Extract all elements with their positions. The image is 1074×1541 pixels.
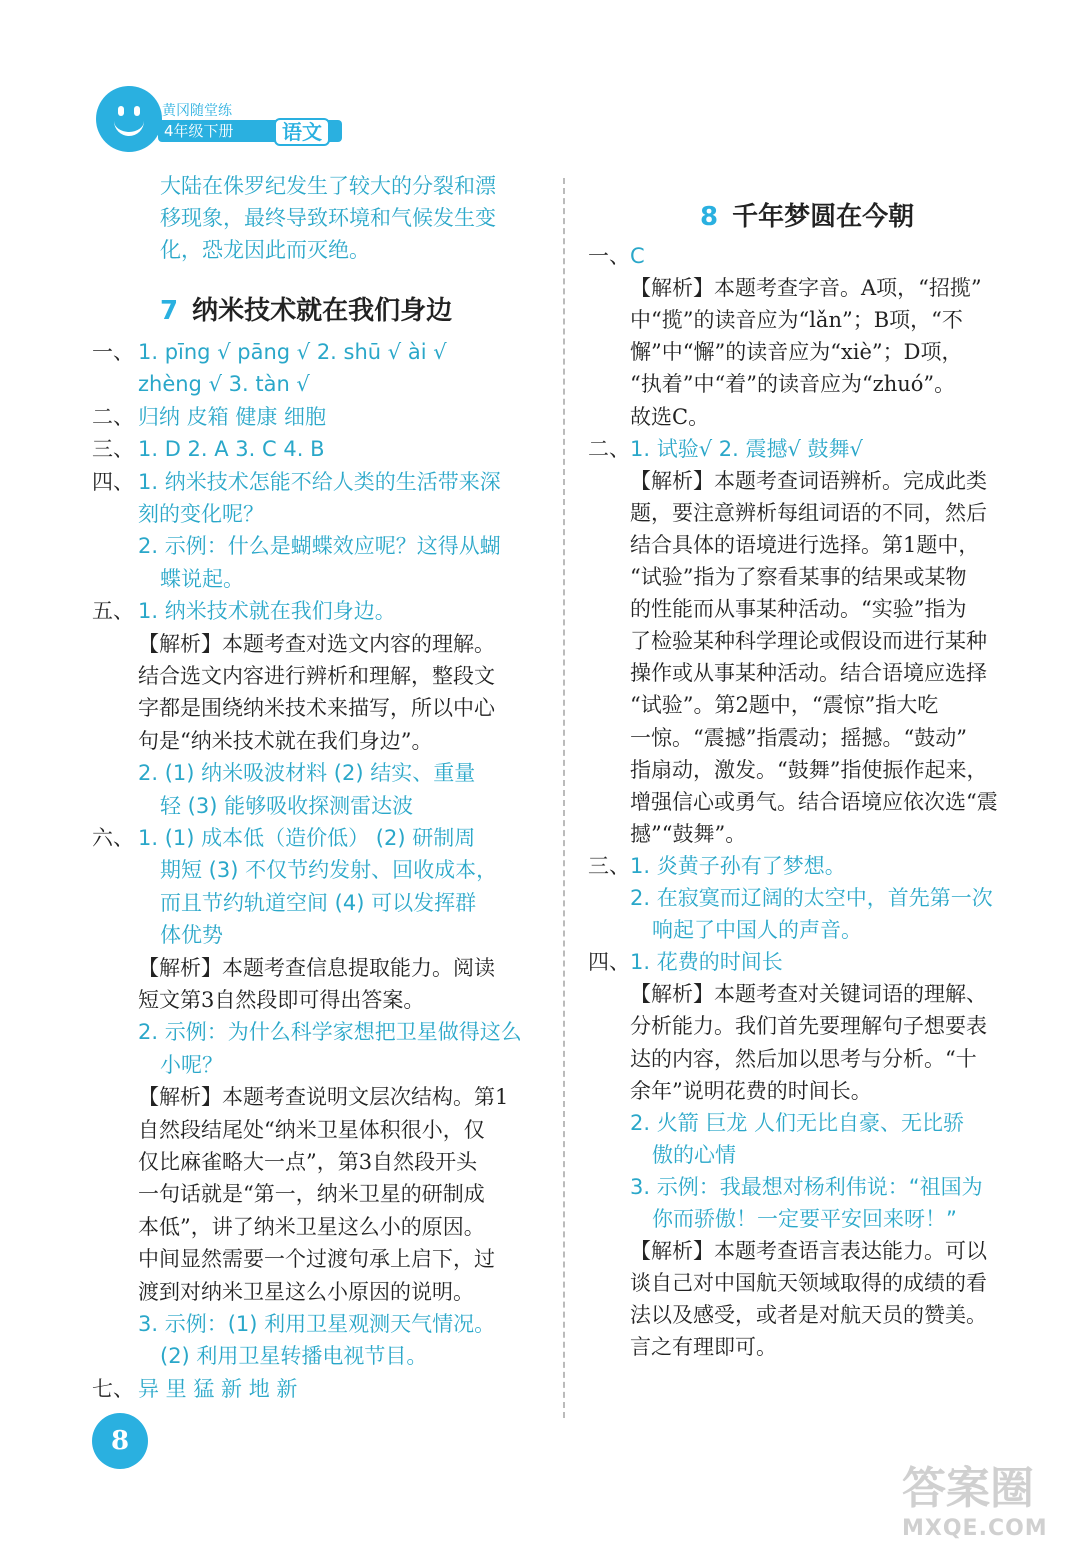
analysis-line: 一句话就是“第一，纳米卫星的研制成 — [138, 1182, 485, 1207]
answer-line: (2) 利用卫星转播电视节目。 — [160, 1344, 428, 1369]
answer-line: 期短 (3) 不仅节约发射、回收成本， — [160, 858, 498, 883]
lesson-number: 7 — [160, 296, 179, 326]
question-number: 四、 — [588, 950, 630, 975]
answer-line: 2. 示例：为什么科学家想把卫星做得这么 — [138, 1020, 522, 1045]
book-header — [96, 86, 356, 166]
question-number: 二、 — [588, 436, 630, 461]
analysis-line: 达的内容，然后加以思考与分析。“十 — [630, 1046, 977, 1071]
watermark-logo: 答案圈 — [902, 1463, 1034, 1514]
analysis-line: 中间显然需要一个过渡句承上启下，过 — [138, 1247, 495, 1272]
answer-line: 傲的心情 — [652, 1142, 736, 1167]
answer-line: 2. 火箭 巨龙 人们无比自豪、无比骄 — [630, 1110, 965, 1135]
page-number: 8 — [92, 1413, 148, 1469]
answer-line: 1. 纳米技术怎能不给人类的生活带来深 — [138, 469, 501, 494]
analysis-line: “试验”。第2题中，“震惊”指大吃 — [630, 693, 939, 718]
analysis-line: 分析能力。我们首先要理解句子想要表 — [630, 1014, 987, 1039]
analysis-line: 【解析】本题考查字音。A项，“招揽” — [630, 276, 982, 301]
question-number: 二、 — [92, 404, 134, 429]
lesson-7-title — [160, 290, 452, 327]
subject-label: 语文 — [274, 118, 330, 146]
analysis-line: 一惊。“震撼”指震动；摇撼。“鼓动” — [630, 725, 967, 750]
answer-line: 异 里 猛 新 地 新 — [138, 1376, 298, 1401]
analysis-line: 【解析】本题考查对选文内容的理解。 — [138, 631, 495, 656]
question-number: 一、 — [92, 340, 134, 364]
analysis-line: 增强信心或勇气。结合语境应依次选“震 — [630, 789, 998, 814]
answer-line: 1. 纳米技术就在我们身边。 — [138, 599, 396, 624]
analysis-line: 故选C。 — [630, 404, 710, 429]
analysis-line: “试验”指为了察看某事的结果或某物 — [630, 565, 967, 589]
analysis-line: “执着”中“着”的读音应为“zhuó”。 — [630, 372, 956, 397]
analysis-line: 【解析】本题考查语言表达能力。可以 — [630, 1239, 987, 1264]
question-number: 六、 — [92, 826, 134, 850]
watermark — [902, 1452, 1048, 1541]
analysis-line: 仅比麻雀略大一点”，第3自然段开头 — [138, 1150, 478, 1174]
analysis-line: 【解析】本题考查对关键词语的理解、 — [630, 982, 987, 1007]
answer-line: 3. 示例：(1) 利用卫星观测天气情况。 — [138, 1312, 496, 1336]
question-number: 四、 — [92, 469, 134, 494]
analysis-line: 余年”说明花费的时间长。 — [630, 1078, 872, 1103]
answer-line: 1. 炎黄子孙有了梦想。 — [630, 853, 846, 878]
analysis-line: 言之有理即可。 — [630, 1335, 777, 1360]
answer-line: 2. 在寂寞而辽阔的太空中，首先第一次 — [630, 886, 993, 910]
analysis-line: 撼”“鼓舞”。 — [630, 821, 747, 846]
analysis-line: 结合具体的语境进行选择。第1题中， — [630, 532, 980, 557]
answer-line: 2. 示例：什么是蝴蝶效应呢？这得从蝴 — [138, 534, 501, 559]
answer-line: 1. (1) 成本低（造价低） (2) 研制周 — [138, 826, 476, 850]
answer-line: 1. 花费的时间长 — [630, 950, 783, 975]
watermark-url: MXQE.COM — [902, 1516, 1048, 1541]
question-number: 三、 — [588, 853, 630, 878]
answer-line: 2. (1) 纳米吸波材料 (2) 结实、重量 — [138, 761, 476, 786]
intro-line: 移现象，最终导致环境和气候发生变 — [160, 206, 496, 230]
intro-line: 大陆在侏罗纪发生了较大的分裂和漂 — [160, 174, 496, 198]
analysis-line: 谈自己对中国航天领域取得的成绩的看 — [630, 1271, 987, 1296]
lesson-8-title — [700, 196, 914, 233]
answer-line: 小呢？ — [160, 1052, 223, 1077]
answer-line: 刻的变化呢？ — [138, 502, 264, 526]
answer-line: 而且节约轨道空间 (4) 可以发挥群 — [160, 890, 477, 915]
smiley-logo-icon — [96, 86, 162, 152]
analysis-line: 【解析】本题考查词语辨析。完成此类 — [630, 468, 987, 493]
answer-line: 1. D 2. A 3. C 4. B — [138, 437, 325, 462]
analysis-line: 题，要注意辨析每组词语的不同，然后 — [630, 500, 987, 525]
answer-line: 响起了中国人的声音。 — [652, 918, 862, 943]
analysis-line: 字都是围绕纳米技术来描写，所以中心 — [138, 696, 495, 721]
answer-line: 轻 (3) 能够吸收探测雷达波 — [160, 793, 414, 818]
answer-line: 1. 试验√ 2. 震撼√ 鼓舞√ — [630, 436, 863, 461]
series-name: 黄冈随堂练 — [162, 103, 232, 119]
answer-line: 你而骄傲！一定要平安回来呀！” — [652, 1207, 957, 1231]
analysis-line: 自然段结尾处“纳米卫星体积很小，仅 — [138, 1117, 485, 1142]
analysis-line: 句是“纳米技术就在我们身边”。 — [138, 728, 433, 753]
analysis-line: 指扇动，激发。“鼓舞”指使振作起来， — [630, 757, 988, 782]
answer-line: 1. pīng √ pāng √ 2. shū √ ài √ — [138, 340, 447, 364]
grade-label: 4年级下册 — [158, 120, 342, 142]
analysis-line: 渡到对纳米卫星这么小原因的说明。 — [138, 1279, 474, 1304]
lesson-number: 8 — [700, 202, 719, 232]
analysis-line: 懈”中“懈”的读音应为“xiè”；D项， — [630, 340, 963, 365]
analysis-line: 结合选文内容进行辨析和理解，整段文 — [138, 664, 495, 688]
question-number: 一、 — [588, 244, 630, 268]
question-number: 五、 — [92, 599, 134, 624]
answer-line: 归纳 皮箱 健康 细胞 — [138, 404, 327, 429]
answer-line: 蝶说起。 — [160, 566, 244, 591]
analysis-line: 的性能而从事某种活动。“实验”指为 — [630, 597, 967, 622]
analysis-line: 短文第3自然段即可得出答案。 — [138, 988, 425, 1012]
intro-line: 化，恐龙因此而灭绝。 — [160, 238, 370, 262]
analysis-line: 【解析】本题考查说明文层次结构。第1 — [138, 1085, 509, 1110]
column-divider — [563, 178, 565, 1418]
lesson-title-text: 纳米技术就在我们身边 — [192, 296, 453, 326]
analysis-line: 中“揽”的读音应为“lǎn”；B项，“不 — [630, 308, 963, 333]
analysis-line: 本低”，讲了纳米卫星这么小的原因。 — [138, 1214, 485, 1239]
answer-line: C — [630, 244, 645, 268]
question-number: 三、 — [92, 437, 134, 462]
analysis-line: 【解析】本题考查信息提取能力。阅读 — [138, 955, 495, 980]
answer-line: zhèng √ 3. tàn √ — [138, 372, 310, 397]
analysis-line: 操作或从事某种活动。结合语境应选择 — [630, 661, 987, 686]
question-number: 七、 — [92, 1376, 134, 1401]
analysis-line: 法以及感受，或者是对航天员的赞美。 — [630, 1303, 987, 1328]
lesson-title-text: 千年梦圆在今朝 — [732, 202, 915, 232]
analysis-line: 了检验某种科学理论或假设而进行某种 — [630, 629, 987, 654]
answer-line: 体优势 — [160, 923, 223, 948]
answer-line: 3. 示例：我最想对杨利伟说：“祖国为 — [630, 1174, 983, 1199]
